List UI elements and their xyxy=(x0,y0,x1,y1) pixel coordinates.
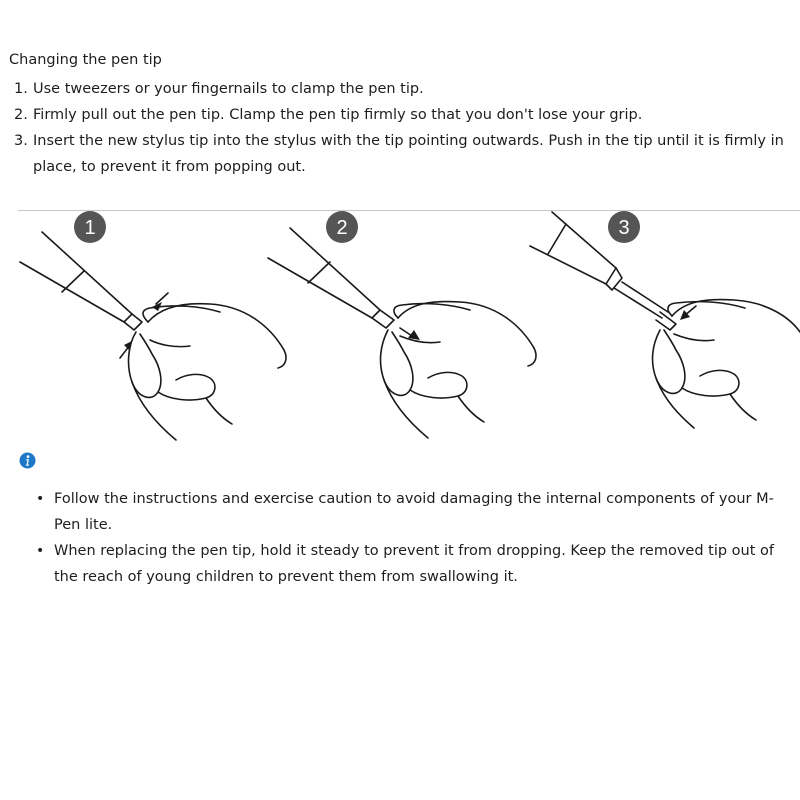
panel-1-drawing xyxy=(20,232,286,440)
step-text: Use tweezers or your fingernails to clamp the pen tip. xyxy=(33,81,424,97)
step-item xyxy=(14,102,800,128)
step-item xyxy=(14,76,800,102)
step-badge-3 xyxy=(608,211,640,243)
section-title: Changing the pen tip xyxy=(9,52,162,68)
info-icon xyxy=(19,452,36,469)
step-text: Firmly pull out the pen tip. Clamp the pen tip firmly so that you don't lose your grip. xyxy=(33,107,643,123)
step-badge-label: 3 xyxy=(618,217,630,239)
step-badge-1 xyxy=(74,211,106,243)
panel-3-drawing xyxy=(530,212,800,428)
panel-2-drawing xyxy=(268,228,536,438)
step-text: Insert the new stylus tip into the stylus with the tip pointing outwards. Push in the tip until it is firmly in place, to prevent it from popping out. xyxy=(33,133,784,175)
note-text: When replacing the pen tip, hold it steady to prevent it from dropping. Keep the removed tip out of the reach of young children to prevent them from swallowing it. xyxy=(54,543,775,585)
note-text: Follow the instructions and exercise caution to avoid damaging the internal components of your M-Pen lite. xyxy=(54,491,774,533)
steps-list xyxy=(14,76,800,180)
notes-list xyxy=(36,486,796,590)
step-number: 2. xyxy=(14,107,28,123)
step-number: 1. xyxy=(14,81,28,97)
step-badge-label: 1 xyxy=(84,217,96,239)
bullet: • xyxy=(36,491,45,507)
note-item xyxy=(36,486,796,538)
bullet: • xyxy=(36,543,45,559)
step-item xyxy=(14,128,800,180)
note-item xyxy=(36,538,796,590)
pen-tip-illustration xyxy=(0,205,800,450)
step-badge-label: 2 xyxy=(336,217,348,239)
step-badge-2 xyxy=(326,211,358,243)
step-number: 3. xyxy=(14,133,28,149)
